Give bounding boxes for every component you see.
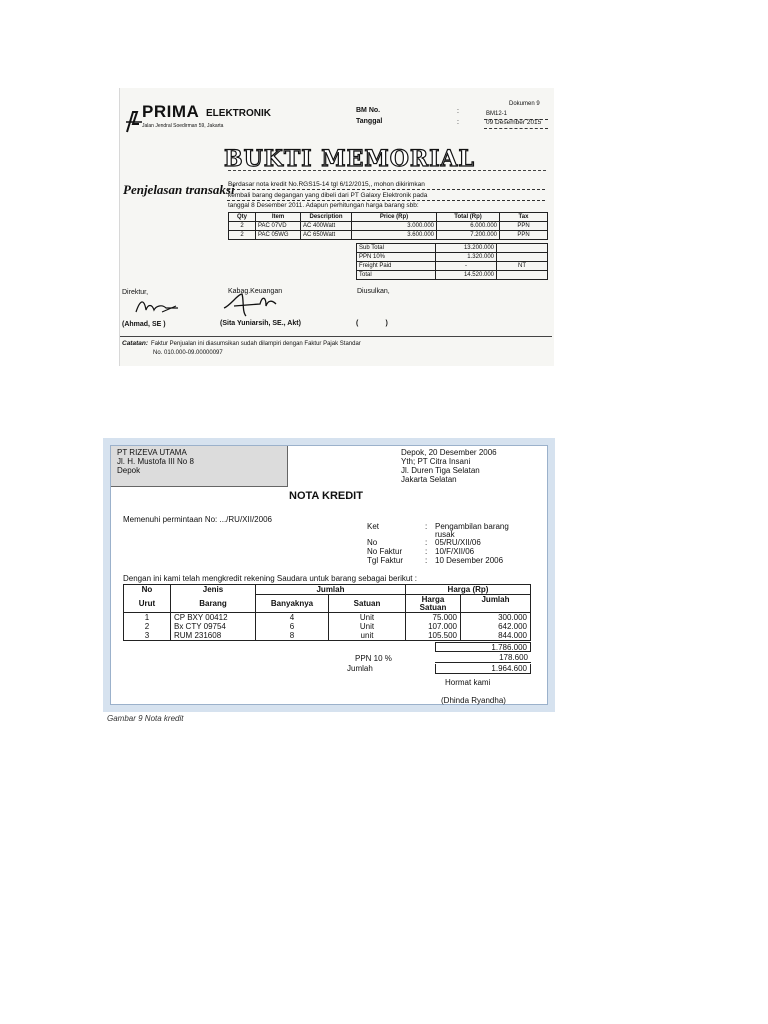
ket-value-2: rusak bbox=[435, 530, 455, 539]
no-faktur-value: 10/F/XII/06 bbox=[435, 547, 475, 556]
table-header-row bbox=[229, 213, 548, 222]
document-label: Dokumen 9 bbox=[509, 101, 540, 107]
total-label: Jumlah bbox=[347, 664, 373, 673]
direktur-label: Direktur, bbox=[122, 289, 149, 296]
recipient-line-3: Jakarta Selatan bbox=[401, 475, 457, 484]
colon: : bbox=[457, 108, 459, 115]
nota-title: NOTA KREDIT bbox=[289, 490, 363, 502]
harga-satuan-line-1: Harga bbox=[421, 594, 445, 604]
table-row bbox=[229, 222, 548, 231]
satuan-cell: Unit bbox=[329, 622, 406, 631]
no-label: No bbox=[367, 538, 378, 547]
memorial-items-table bbox=[228, 212, 548, 240]
ket-value-1: Pengambilan barang bbox=[435, 522, 509, 531]
sender-name: PT RIZEVA UTAMA bbox=[117, 448, 187, 457]
table-row bbox=[124, 622, 531, 631]
column-header: Item bbox=[256, 213, 301, 222]
summary-label: Freight Paid bbox=[357, 262, 436, 271]
sender-address-2: Depok bbox=[117, 466, 141, 475]
summary-row bbox=[357, 271, 548, 280]
table-row bbox=[229, 231, 548, 240]
column-header: Jumlah bbox=[461, 595, 531, 613]
description-cell: AC 400Watt bbox=[301, 222, 352, 231]
column-header: Tax bbox=[500, 213, 548, 222]
total-cell: 6.000.000 bbox=[437, 222, 500, 231]
nota-kredit-document bbox=[103, 438, 555, 712]
satuan-cell: unit bbox=[329, 631, 406, 641]
summary-value: 1.320.000 bbox=[436, 253, 497, 262]
column-header: Price (Rp) bbox=[352, 213, 437, 222]
harga-cell: 75.000 bbox=[406, 613, 461, 623]
signer-name: (Dhinda Ryandha) bbox=[441, 696, 506, 705]
summary-value: 14.520.000 bbox=[436, 271, 497, 280]
bm-no-label: BM No. bbox=[356, 107, 381, 114]
tgl-faktur-value: 10 Desember 2006 bbox=[435, 556, 504, 565]
direktur-signature-icon bbox=[132, 296, 182, 318]
column-header: Harga (Rp) bbox=[406, 585, 531, 595]
request-line: Memenuhi permintaan No: .../RU/XII/2006 bbox=[123, 515, 272, 524]
note-line-2: No. 010.000-09.00000097 bbox=[153, 350, 223, 356]
column-header: Total (Rp) bbox=[437, 213, 500, 222]
ket-label: Ket bbox=[367, 522, 380, 531]
explanation-line-3: tanggal 8 Desember 2011. Adapun perhitungan harga barang sbb: bbox=[228, 202, 419, 209]
harga-satuan-line-2: Satuan bbox=[419, 602, 447, 612]
ppn-label: PPN 10 % bbox=[355, 654, 392, 663]
tanggal-value: 09 Desember 2015 bbox=[486, 119, 542, 126]
nota-items-table bbox=[123, 584, 531, 641]
summary-row bbox=[357, 262, 548, 271]
total-cell: 7.200.000 bbox=[437, 231, 500, 240]
summary-value: - bbox=[436, 262, 497, 271]
total-value: 1.964.600 bbox=[435, 664, 531, 674]
table-header-row bbox=[124, 585, 531, 595]
no-value: 05/RU/XII/06 bbox=[435, 538, 481, 547]
sender-address-1: Jl. H. Mustofa III No 8 bbox=[117, 457, 194, 466]
qty-cell: 2 bbox=[229, 222, 256, 231]
price-cell: 3.000.000 bbox=[352, 222, 437, 231]
no-cell: 1 bbox=[124, 613, 171, 623]
summary-value: 13.200.000 bbox=[436, 244, 497, 253]
recipient-line-1: Yth; PT Citra Insani bbox=[401, 457, 471, 466]
price-cell: 3.600.000 bbox=[352, 231, 437, 240]
banyak-cell: 8 bbox=[256, 631, 329, 641]
recipient-line-2: Jl. Duren Tiga Selatan bbox=[401, 466, 480, 475]
table-row bbox=[124, 631, 531, 641]
note-label: Catatan: bbox=[122, 340, 149, 347]
column-header: Banyaknya bbox=[256, 595, 329, 613]
summary-row bbox=[357, 244, 548, 253]
column-header: Jumlah bbox=[256, 585, 406, 595]
jenis-cell: Bx CTY 09754 bbox=[171, 622, 256, 631]
column-header bbox=[406, 595, 461, 613]
qty-cell: 2 bbox=[229, 231, 256, 240]
jumlah-cell: 300.000 bbox=[461, 613, 531, 623]
no-cell: 2 bbox=[124, 622, 171, 631]
diusulkan-name: ( ) bbox=[356, 320, 388, 327]
harga-cell: 107.000 bbox=[406, 622, 461, 631]
jumlah-cell: 844.000 bbox=[461, 631, 531, 641]
summary-tax bbox=[497, 253, 548, 262]
jumlah-cell: 642.000 bbox=[461, 622, 531, 631]
nota-kredit-page bbox=[110, 445, 548, 705]
colon: : bbox=[425, 547, 428, 556]
diusulkan-label: Diusulkan, bbox=[357, 288, 390, 295]
tax-cell: PPN bbox=[500, 231, 548, 240]
item-cell: PAC 07VD bbox=[256, 222, 301, 231]
closing-text: Hormat kami bbox=[445, 678, 491, 687]
tanggal-label: Tanggal bbox=[356, 118, 383, 125]
ppn-value: 178.600 bbox=[435, 653, 531, 663]
column-header: Jenis bbox=[171, 585, 256, 595]
colon: : bbox=[425, 538, 428, 547]
bm-no-value: BM12-1 bbox=[486, 111, 508, 117]
kabag-name: (Sita Yuniarsih, SE., Akt) bbox=[220, 320, 301, 327]
memorial-title: BUKTI MEMORIAL bbox=[224, 146, 475, 172]
intro-text: Dengan ini kami telah mengkredit rekening Saudara untuk barang sebagai berikut : bbox=[123, 574, 417, 583]
direktur-name: (Ahmad, SE ) bbox=[122, 321, 166, 328]
table-header-row bbox=[124, 595, 531, 613]
column-header: Urut bbox=[124, 595, 171, 613]
summary-label: Sub Total bbox=[357, 244, 436, 253]
company-suffix: ELEKTRONIK bbox=[206, 108, 271, 119]
colon: : bbox=[457, 119, 459, 126]
explanation-line-2: kembali barang degangan yang dibeli dari PT Galaxy Elektronik pada bbox=[228, 192, 428, 199]
bukti-memorial-document bbox=[119, 88, 554, 366]
explanation-line-1: Berdasar nota kredit No.RGS15-14 tgl 6/12/2015,, mohon dikirimkan bbox=[228, 181, 425, 188]
table-row bbox=[124, 613, 531, 623]
item-cell: PAC 05WG bbox=[256, 231, 301, 240]
summary-label: PPN 10% bbox=[357, 253, 436, 262]
no-faktur-label: No Faktur bbox=[367, 547, 403, 556]
colon: : bbox=[425, 556, 428, 565]
kabag-label: Kabag.Keuangan bbox=[228, 288, 283, 295]
memorial-summary-table bbox=[356, 243, 548, 280]
jenis-cell: CP BXY 00412 bbox=[171, 613, 256, 623]
banyak-cell: 6 bbox=[256, 622, 329, 631]
column-header: Satuan bbox=[329, 595, 406, 613]
column-header: Description bbox=[301, 213, 352, 222]
explanation-label: Penjelasan transaksi bbox=[123, 182, 235, 197]
satuan-cell: Unit bbox=[329, 613, 406, 623]
summary-label: Total bbox=[357, 271, 436, 280]
prima-logo-icon bbox=[124, 110, 144, 134]
description-cell: AC 650Watt bbox=[301, 231, 352, 240]
summary-tax bbox=[497, 271, 548, 280]
summary-tax bbox=[497, 244, 548, 253]
column-header: Qty bbox=[229, 213, 256, 222]
harga-cell: 105.500 bbox=[406, 631, 461, 641]
subtotal-value: 1.786.000 bbox=[435, 642, 531, 652]
summary-row bbox=[357, 253, 548, 262]
place-date: Depok, 20 Desember 2006 bbox=[401, 448, 497, 457]
tgl-faktur-label: Tgl Faktur bbox=[367, 556, 404, 565]
summary-tax: NT bbox=[497, 262, 548, 271]
jenis-cell: RUM 231608 bbox=[171, 631, 256, 641]
tax-cell: PPN bbox=[500, 222, 548, 231]
company-name: PRIMA bbox=[142, 102, 200, 121]
kabag-signature-icon bbox=[220, 290, 282, 320]
no-cell: 3 bbox=[124, 631, 171, 641]
figure-caption: Gambar 9 Nota kredit bbox=[107, 714, 184, 723]
column-header: Barang bbox=[171, 595, 256, 613]
company-address: Jalan Jendral Soedirman 59, Jakarta bbox=[142, 123, 224, 129]
column-header: No bbox=[124, 585, 171, 595]
note-line-1: Faktur Penjualan ini diasumsikan sudah dilampiri dengan Faktur Pajak Standar bbox=[151, 341, 361, 347]
banyak-cell: 4 bbox=[256, 613, 329, 623]
colon: : bbox=[425, 522, 428, 531]
